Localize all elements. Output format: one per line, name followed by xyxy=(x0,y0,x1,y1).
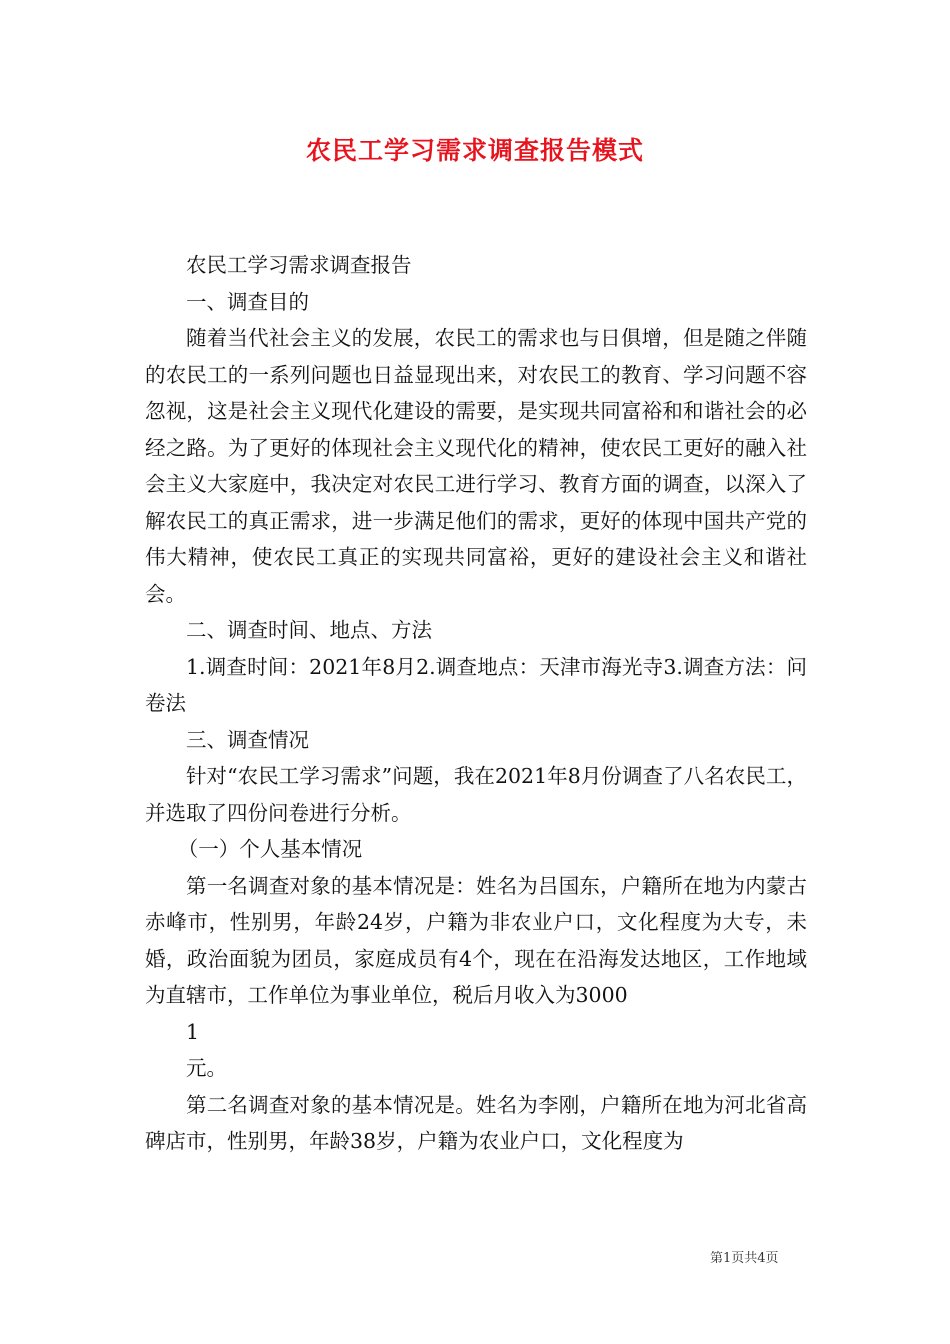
stray-line-number: 1 xyxy=(186,1019,200,1044)
section-heading-time-place-method: 二、调查时间、地点、方法 xyxy=(186,618,432,642)
stray-line-currency: 元。 xyxy=(186,1056,227,1080)
document-body xyxy=(145,247,807,1160)
paragraph-subject-one: 第一名调查对象的基本情况是：姓名为吕国东，户籍所在地为内蒙古赤峰市，性别男，年龄24岁，户籍为非农业户口，文化程度为大专，未婚，政治面貌为团员，家庭成员有4个，现在在沿海发达地区，工作地域为直辖市，工作单位为事业单位，税后月收入为3000 xyxy=(145,873,807,1007)
paragraph-situation: 针对“农民工学习需求”问题，我在2021年8月份调查了八名农民工，并选取了四份问卷进行分析。 xyxy=(145,764,807,825)
report-heading: 农民工学习需求调查报告 xyxy=(186,253,412,277)
page-footer: 第1页共4页 xyxy=(710,1251,779,1266)
subsection-heading-personal-info: （一）个人基本情况 xyxy=(177,837,363,861)
paragraph-subject-two: 第二名调查对象的基本情况是。姓名为李刚，户籍所在地为河北省高碑店市，性别男，年龄38岁，户籍为农业户口，文化程度为 xyxy=(145,1092,807,1153)
paragraph-time-place-method: 1.调查时间：2021年8月2.调查地点：天津市海光寺3.调查方法：问卷法 xyxy=(145,654,807,715)
paragraph-purpose: 随着当代社会主义的发展，农民工的需求也与日俱增，但是随之伴随的农民工的一系列问题也日益显现出来，对农民工的教育、学习问题不容忽视，这是社会主义现代化建设的需要，是实现共同富裕和和谐社会的必经之路。为了更好的体现社会主义现代化的精神，使农民工更好的融入社会主义大家庭中，我决定对农民工进行学习、教育方面的调查，以深入了解农民工的真正需求，进一步满足他们的需求，更好的体现中国共产党的伟大精神，使农民工真正的实现共同富裕，更好的建设社会主义和谐社会。 xyxy=(145,326,807,606)
section-heading-purpose: 一、调查目的 xyxy=(186,289,309,314)
page-title: 农民工学习需求调查报告模式 xyxy=(305,136,644,165)
section-heading-situation: 三、调查情况 xyxy=(186,727,309,752)
